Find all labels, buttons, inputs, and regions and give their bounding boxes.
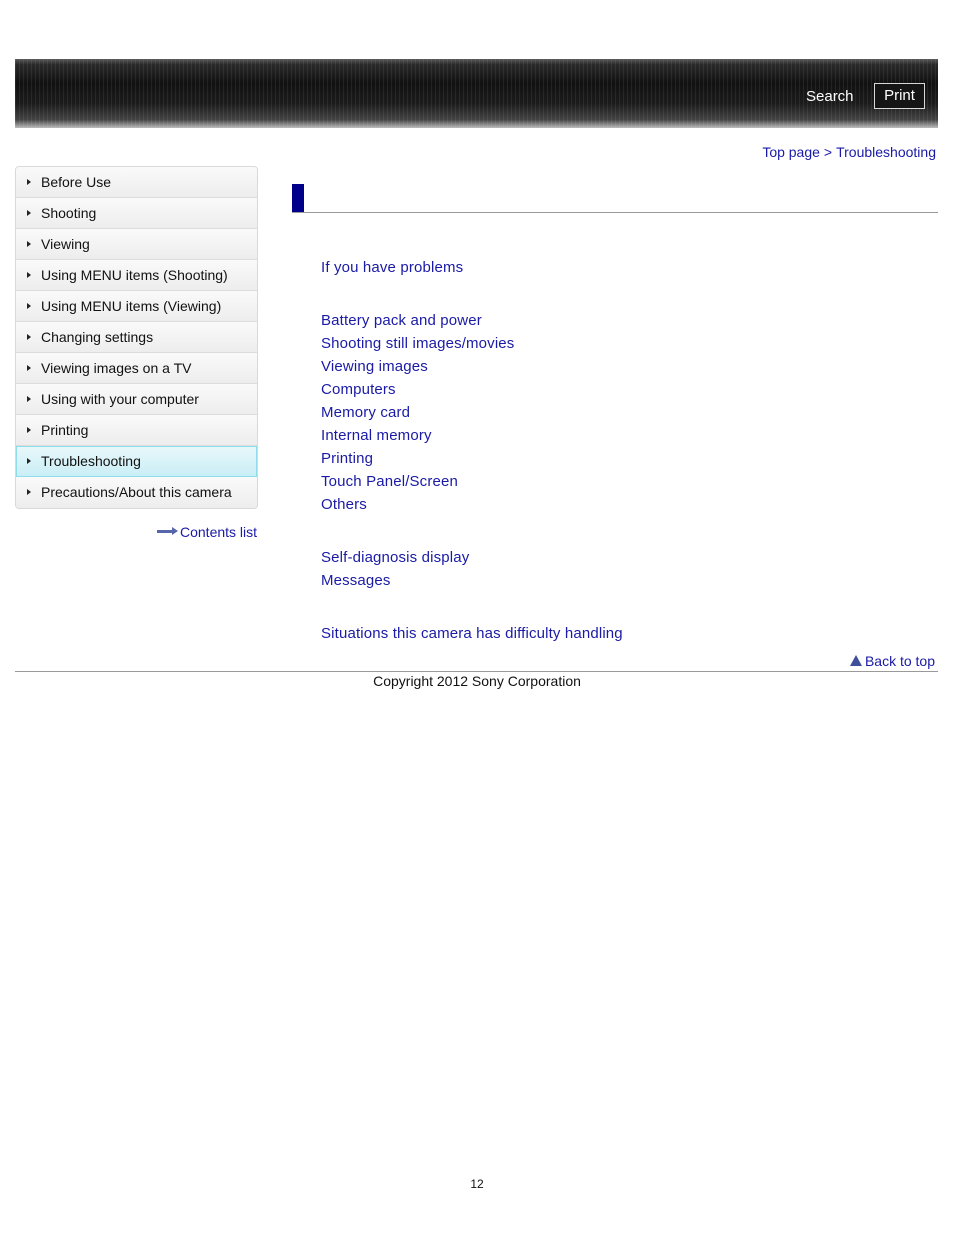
link-internal-memory[interactable]: Internal memory [321,427,432,444]
breadcrumb-current[interactable]: Troubleshooting [836,144,936,160]
link-memory-card[interactable]: Memory card [321,404,411,421]
arrow-up-icon [850,655,862,666]
link-difficult-situations[interactable]: Situations this camera has difficulty handling [321,625,623,642]
sidebar-item-printing[interactable] [16,415,257,446]
link-shooting-still-movies[interactable]: Shooting still images/movies [321,335,515,352]
sidebar-nav [15,166,258,509]
link-others[interactable]: Others [321,496,367,513]
back-to-top-link[interactable] [850,653,935,669]
header-bar [15,59,938,128]
link-self-diagnosis[interactable]: Self-diagnosis display [321,549,470,566]
title-divider [292,212,938,213]
arrow-right-icon [157,528,179,534]
sidebar-item-viewing-tv[interactable] [16,353,257,384]
sidebar-item-label: Using with your computer [41,391,199,407]
arrow-right-icon [27,458,31,464]
sidebar-item-changing-settings[interactable] [16,322,257,353]
link-computers[interactable]: Computers [321,381,396,398]
sidebar-item-label: Shooting [41,205,97,221]
link-if-you-have-problems[interactable]: If you have problems [321,259,464,276]
breadcrumb-separator: > [823,144,833,160]
arrow-right-icon [27,241,31,247]
arrow-right-icon [27,179,31,185]
breadcrumb [762,144,936,160]
arrow-right-icon [27,303,31,309]
sidebar-item-menu-shooting[interactable] [16,260,257,291]
link-messages[interactable]: Messages [321,572,391,589]
arrow-right-icon [27,210,31,216]
arrow-right-icon [27,396,31,402]
arrow-right-icon [27,489,31,495]
search-link[interactable]: Search [806,88,854,105]
back-to-top-label: Back to top [864,653,935,669]
title-marker [292,184,304,213]
sidebar-item-before-use[interactable] [16,167,257,198]
link-battery-pack-power[interactable]: Battery pack and power [321,312,482,329]
sidebar-item-label: Changing settings [41,329,154,345]
sidebar-item-label: Viewing [41,236,90,252]
link-viewing-images[interactable]: Viewing images [321,358,428,375]
print-button[interactable]: Print [874,83,925,109]
link-printing[interactable]: Printing [321,450,374,467]
breadcrumb-top-page[interactable]: Top page [762,144,820,160]
sidebar-item-precautions[interactable] [16,477,257,508]
arrow-right-icon [27,427,31,433]
footer-divider [15,671,938,672]
sidebar-item-computer[interactable] [16,384,257,415]
sidebar-item-label: Viewing images on a TV [41,360,192,376]
arrow-right-icon [27,272,31,278]
arrow-right-icon [27,334,31,340]
sidebar-item-label: Printing [41,422,89,438]
sidebar-item-troubleshooting[interactable] [16,446,257,477]
page-number: 12 [470,1177,484,1191]
arrow-right-icon [27,365,31,371]
sidebar-item-viewing[interactable] [16,229,257,260]
sidebar-item-label: Using MENU items (Shooting) [41,267,228,283]
sidebar-item-shooting[interactable] [16,198,257,229]
contents-list-link[interactable] [157,524,257,540]
sidebar-item-label: Precautions/About this camera [41,484,232,500]
contents-list-label: Contents list [180,524,258,540]
sidebar-item-label: Before Use [41,174,112,190]
sidebar-item-label: Using MENU items (Viewing) [41,298,222,314]
link-touch-panel-screen[interactable]: Touch Panel/Screen [321,473,458,490]
sidebar-item-menu-viewing[interactable] [16,291,257,322]
sidebar-item-label: Troubleshooting [41,453,141,469]
copyright-text: Copyright 2012 Sony Corporation [373,673,581,689]
